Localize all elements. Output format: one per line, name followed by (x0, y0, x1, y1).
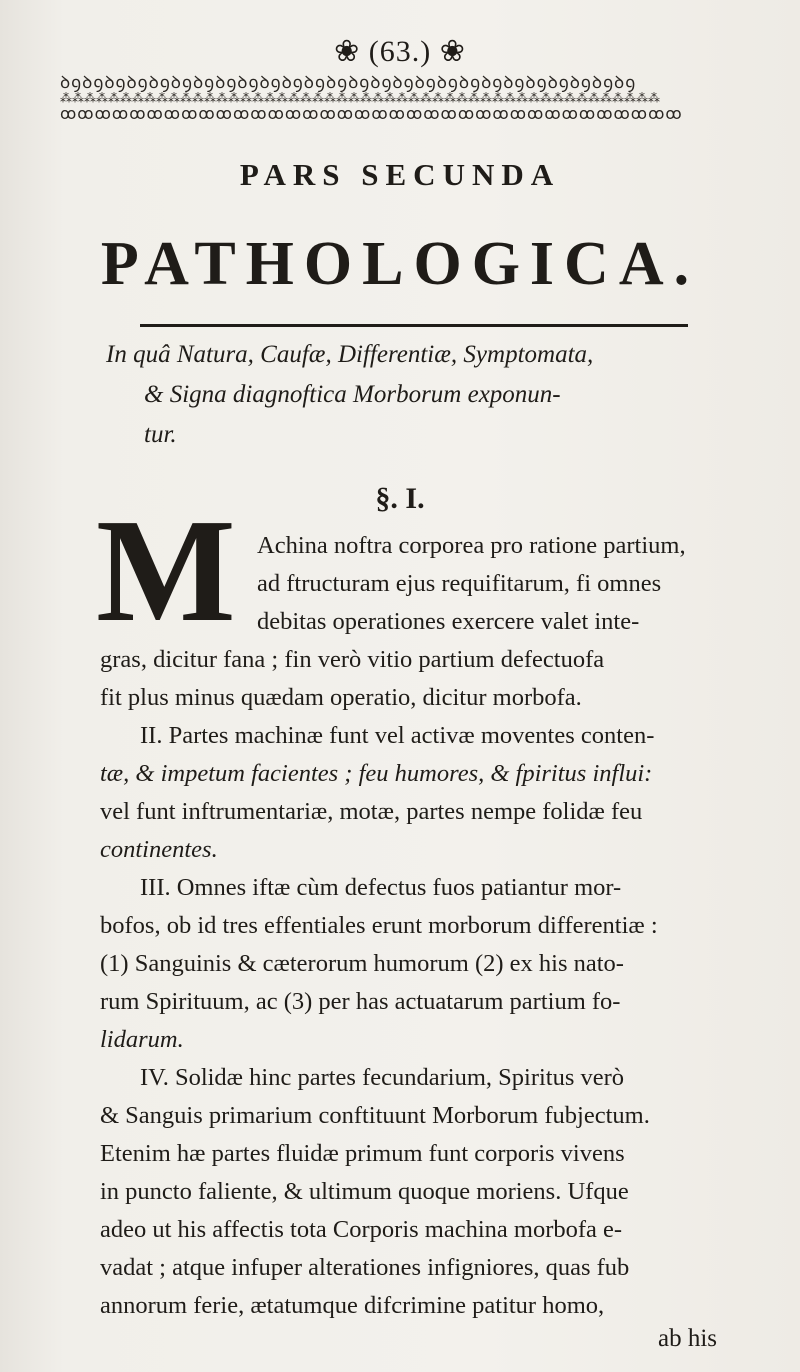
text-line: (1) Sanguinis & cæterorum humorum (2) ex his nato- (100, 950, 624, 977)
page-number-header: ❀ (63.) ❀ (334, 35, 466, 68)
ornamental-band-middle: ⁂⁂⁂⁂⁂⁂⁂⁂⁂⁂⁂⁂⁂⁂⁂⁂⁂⁂⁂⁂⁂⁂⁂⁂⁂⁂⁂⁂⁂⁂⁂⁂⁂⁂⁂⁂⁂⁂⁂⁂⁂⁂⁂⁂⁂⁂⁂⁂⁂⁂ (60, 91, 660, 105)
text-line: vel funt inftrumentariæ, motæ, partes nempe folidæ feu (100, 798, 643, 825)
text-line: IV. Solidæ hinc partes fecundarium, Spiritus verò (140, 1064, 625, 1091)
text-line: tæ, & impetum facientes ; feu humores, & fpiritus influi: (100, 760, 653, 787)
drop-capital: M (96, 489, 236, 653)
summary-line: & Signa diagnoftica Morborum exponun- (144, 381, 561, 408)
section-mark: §. I. (375, 482, 425, 515)
text-line: II. Partes machinæ funt vel activæ moventes conten- (140, 722, 655, 749)
text-line: III. Omnes iftæ cùm defectus fuos patiantur mor- (140, 874, 622, 901)
summary-line: tur. (144, 421, 177, 448)
text-line: fit plus minus quædam operatio, dicitur morbofa. (100, 684, 582, 711)
text-line: vadat ; atque infuper alterationes infigniores, quas fub (100, 1254, 630, 1281)
text-line: gras, dicitur fana ; fin verò vitio partium defectuofa (100, 646, 605, 673)
title-rule (140, 324, 688, 327)
text-line: Achina noftra corporea pro ratione partium, (257, 532, 686, 559)
part-title: PARS SECUNDA (239, 157, 561, 192)
text-line: continentes. (100, 836, 218, 863)
text-line: annorum ferie, ætatumque difcrimine patitur homo, (100, 1292, 605, 1319)
ornamental-band-bottom: ꝏꝏꝏꝏꝏꝏꝏꝏꝏꝏꝏꝏꝏꝏꝏꝏꝏꝏꝏꝏꝏꝏꝏꝏꝏꝏꝏꝏꝏꝏꝏꝏꝏꝏꝏꝏ (60, 104, 683, 123)
text-line: adeo ut his affectis tota Corporis machina morbofa e- (100, 1216, 623, 1243)
summary-line: In quâ Natura, Caufæ, Differentiæ, Symptomata, (106, 341, 594, 368)
text-line: debitas operationes exercere valet inte- (257, 608, 640, 635)
text-line: Etenim hæ partes fluidæ primum funt corporis vivens (100, 1140, 625, 1167)
ornamental-band-top: ꝺꝯꝺꝯꝺꝯꝺꝯꝺꝯꝺꝯꝺꝯꝺꝯꝺꝯꝺꝯꝺꝯꝺꝯꝺꝯꝺꝯꝺꝯꝺꝯꝺꝯꝺꝯꝺꝯꝺꝯꝺꝯꝺꝯꝺꝯꝺꝯꝺꝯꝺꝯ (60, 73, 637, 92)
catchword: ab his (658, 1325, 718, 1352)
main-title: PATHOLOGICA. (100, 230, 700, 298)
text-line: in puncto faliente, & ultimum quoque moriens. Ufque (100, 1178, 629, 1205)
text-line: ad ftructuram ejus requifitarum, fi omnes (257, 570, 662, 597)
text-line: rum Spirituum, ac (3) per has actuatarum partium fo- (100, 988, 621, 1015)
text-line: lidarum. (100, 1026, 184, 1053)
chapter-summary (106, 335, 706, 455)
text-line: bofos, ob id tres effentiales erunt morborum differentiæ : (100, 912, 658, 939)
text-line: & Sanguis primarium conftituunt Morborum fubjectum. (100, 1102, 650, 1129)
